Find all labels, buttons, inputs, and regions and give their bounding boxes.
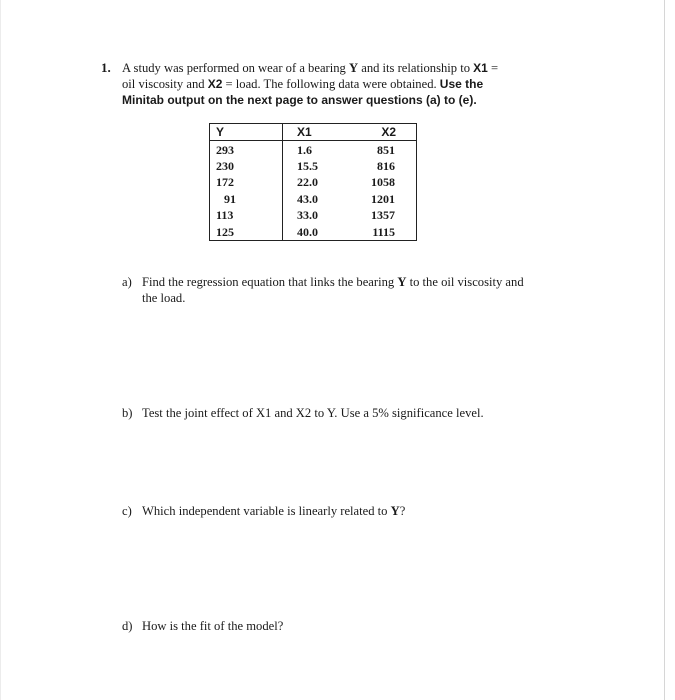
cell-x1: 1.6	[297, 142, 312, 157]
table-row	[210, 141, 417, 158]
question-c: c) Which independent variable is linearly related to Y?	[122, 504, 406, 518]
question-a-continuation: the load.	[142, 291, 186, 305]
cell-x1: 22.0	[297, 175, 318, 190]
page-left-edge	[0, 0, 1, 700]
cell-y: 91	[210, 191, 283, 207]
cell-y: 125	[210, 223, 283, 240]
question-d-label: d)	[122, 619, 133, 633]
cell-x1: 40.0	[297, 224, 318, 239]
intro-line-1: A study was performed on wear of a bearing Y and its relationship to X1 =	[122, 61, 499, 75]
cell-x2: 1357	[371, 208, 395, 223]
question-b	[122, 405, 484, 421]
table-row	[210, 158, 417, 174]
page-right-edge	[664, 0, 665, 700]
cell-y: 230	[210, 158, 283, 174]
question-d-text: How is the fit of the model?	[142, 619, 284, 633]
intro-line-2: oil viscosity and X2 = load. The following data were obtained. Use the	[122, 77, 484, 91]
question-d	[122, 618, 283, 634]
cell-x2: 816	[377, 158, 395, 173]
problem-intro	[122, 60, 562, 108]
cell-y: 172	[210, 174, 283, 190]
table-row	[210, 223, 417, 240]
table-row	[210, 191, 417, 207]
cell-x2: 1201	[371, 191, 395, 206]
cell-x2: 851	[377, 142, 395, 157]
table-row	[210, 174, 417, 190]
cell-x2: 1058	[371, 175, 395, 190]
header-x2: X2	[351, 124, 417, 141]
question-b-label: b)	[122, 406, 133, 420]
question-c-label: c)	[122, 504, 132, 518]
intro-line-3: Minitab output on the next page to answer questions (a) to (e).	[122, 93, 477, 107]
cell-x1: 43.0	[297, 191, 318, 206]
cell-y: 113	[210, 207, 283, 223]
data-table	[209, 123, 417, 241]
problem-number: 1.	[101, 60, 111, 75]
cell-x2: 1115	[372, 224, 395, 239]
table-row	[210, 207, 417, 223]
cell-x1: 15.5	[297, 158, 318, 173]
cell-x1: 33.0	[297, 208, 318, 223]
cell-y: 293	[210, 141, 283, 158]
question-b-text: Test the joint effect of X1 and X2 to Y. Use a 5% significance level.	[142, 406, 484, 420]
question-a: a) Find the regression equation that links the bearing Y to the oil viscosity and the load.	[122, 275, 524, 305]
table-header-row	[210, 124, 417, 141]
question-a-label: a)	[122, 275, 132, 289]
header-y: Y	[210, 124, 283, 141]
header-x1: X1	[283, 124, 352, 141]
